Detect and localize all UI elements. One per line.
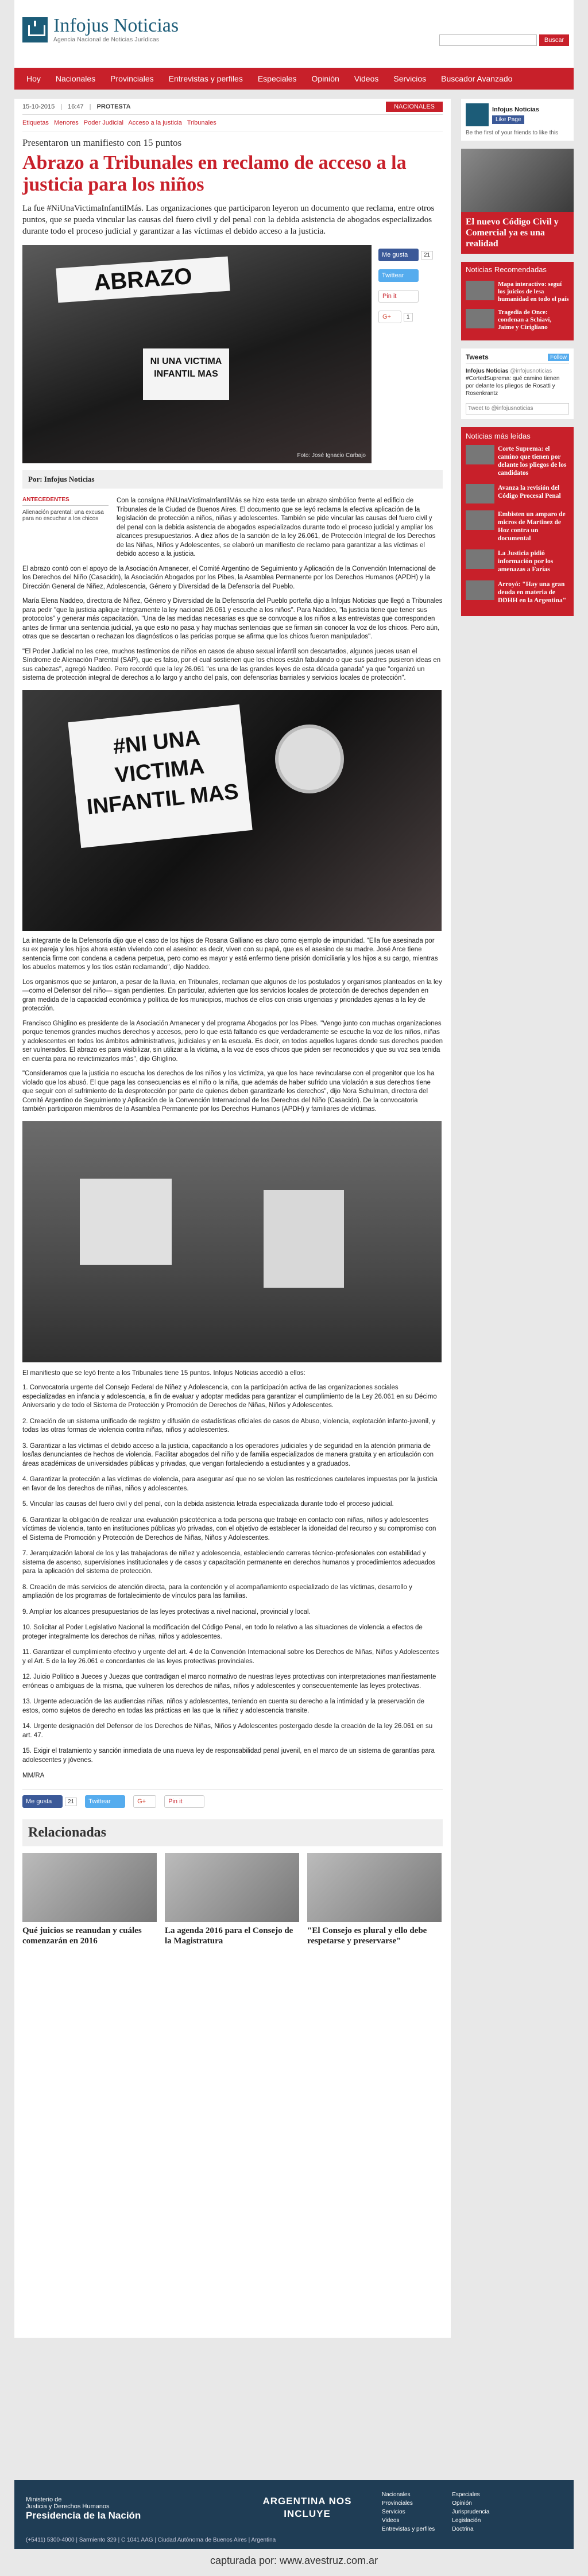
recommended-link[interactable]: Tragedia de Once: condenan a Schiavi, Jaime y Cirigliano [498, 309, 552, 331]
manifesto-point: 4. Garantizar la protección a las víctimas de violencia, para asegurar así que no se violen las restricciones cautelares impuestas por la justicia en favor de los derechos de niñas, niños y adolescentes. [22, 1476, 438, 1492]
breadcrumb-item[interactable]: Poder Judicial [83, 119, 123, 126]
pinterest-button[interactable]: Pin it [164, 1795, 204, 1808]
facebook-count: 21 [421, 251, 433, 259]
most-read-item[interactable] [466, 484, 569, 503]
tweet-compose[interactable]: Tweet to @infojusnoticias [466, 403, 569, 415]
article-date: 15-10-2015 [22, 103, 55, 110]
related-item[interactable] [22, 1853, 157, 1946]
manifesto-point: 14. Urgente designación del Defensor de los Derechos de Niñas, Niños y Adolescentes postergado desde la creación de la ley 26.061 en su art. 47. [22, 1723, 433, 1739]
article-time: 16:47 [68, 103, 84, 110]
nav-entrevistas[interactable]: Entrevistas y perfiles [168, 74, 243, 83]
manifesto-point: 9. Ampliar los alcances presupuestarios de las leyes protectivas a nivel nacional, provincial y local. [22, 1608, 311, 1616]
facebook-widget [461, 99, 574, 141]
search-button[interactable]: Buscar [539, 34, 569, 46]
main-content [14, 99, 451, 2338]
gplus-count: 1 [404, 313, 413, 321]
recommended-box [461, 262, 574, 340]
breadcrumb-item[interactable]: Tribunales [187, 119, 216, 126]
article-headline: Abrazo a Tribunales en reclamo de acceso a la justicia para los niños [22, 152, 407, 195]
facebook-share[interactable] [22, 1795, 77, 1808]
footer-link[interactable]: Legislación [452, 2517, 481, 2524]
article-body [22, 497, 443, 565]
paragraph: Con la consigna #NiUnaVíctimaInfantilMás se hizo esta tarde un abrazo simbólico frente al edificio de Tribunales de la Ciudad de Buenos Aires. El documento que se leyó reclama la efectiva aplicación de la legislación de protección a niños, niñas y adolescentes. También se pide vincular las causas del fuero civil y del penal con la debida asistencia de abogados especializados durante todo el proceso judicial y ampliar los alcances presupuestarios. A diez años de la sanción de la ley 26.061, de Protección Integral de los Derechos de las Niñas, Niños y Adolescentes, se elaboró un manifiesto de reclamo para garantizar a las víctimas el debido acceso a la justicia. [117, 497, 436, 557]
fb-likes-text: Be the first of your friends to like this [466, 130, 559, 136]
main-nav [14, 68, 574, 90]
footer-link[interactable]: Videos [382, 2517, 400, 2524]
manifesto-point: 3. Garantizar a las víctimas el debido acceso a la justicia, capacitando a los operadores judiciales y de seguridad en la atención primaria de los/las denunciantes de hechos de violencia. Facilitar abogados del niño y de familia especializados de manera gratuita y en articulación con áreas académicas de universidades públicas y privadas, que vengan fortaleciendo a estudiantes y a graduados. [22, 1442, 434, 1467]
recommended-title: Noticias Recomendadas [461, 262, 574, 277]
most-read-link[interactable]: La Justicia pidió información por los amenazas a Farías [498, 550, 554, 573]
recommended-link[interactable]: Mapa interactivo: seguí los juicios de lesa humanidad en todo el país [498, 281, 569, 303]
ministry-line: Ministerio de [26, 2496, 62, 2503]
nav-hoy[interactable]: Hoy [26, 74, 41, 83]
article-photo [22, 690, 442, 931]
logo-subtitle: Agencia Nacional de Noticias Jurídicas [53, 37, 160, 43]
site-footer [14, 2480, 574, 2549]
thumbnail[interactable] [466, 309, 494, 328]
photo-sign: #NI UNA VICTIMA INFANTIL MAS [68, 704, 252, 847]
section-badge[interactable]: NACIONALES [386, 102, 443, 112]
most-read-link[interactable]: Embisten un amparo de micros de Martinez de Hoz contra un documental [498, 511, 566, 542]
photo-credit: Foto: José Ignacio Carbajo [297, 452, 366, 459]
footer-link[interactable]: Servicios [382, 2509, 405, 2515]
photo-poster [80, 1179, 172, 1265]
byline: Por: Infojus Noticias [22, 470, 443, 489]
footer-link[interactable]: Entrevistas y perfiles [382, 2526, 435, 2532]
related-list [22, 1853, 443, 1946]
paragraph: El manifiesto que se leyó frente a los Tribunales tiene 15 puntos. Infojus Noticias accedió a ellos: [22, 1369, 305, 1377]
paragraph: "El Poder Judicial no les cree, muchos testimonios de niños en casos de abuso sexual infantil son descartados, algunos jueces usan el Síndrome de Alienación Parental (SAP), que es falso, por el cual sostienen que los chicos están fabulando o que sus padres pusieron ideas en sus cabezas", agregó Naddeo. Pero recordó que la ley 26.061 "es una de las grandes leyes de esta década ganada" ya que "organizó un sistema de protección integral de derechos a lo largo y ancho del país, con defensorías barriales y servicios locales de protección". [22, 648, 441, 681]
antecedentes-box [22, 497, 109, 565]
share-column [378, 245, 442, 463]
most-read-link[interactable]: Arroyó: "Hay una gran deuda en materia de DDHH en la Argentina" [498, 581, 567, 604]
gplus-icon[interactable]: G+ [378, 311, 401, 323]
fb-like-button[interactable]: Like Page [492, 115, 524, 124]
twitter-widget [461, 348, 574, 419]
most-read-item[interactable] [466, 510, 569, 543]
facebook-share[interactable] [378, 249, 442, 261]
related-image[interactable] [165, 1853, 299, 1922]
tweet-handle[interactable]: @infojusnoticias [510, 368, 552, 374]
footer-link[interactable]: Provinciales [382, 2500, 413, 2507]
manifesto-point: 2. Creación de un sistema unificado de registro y difusión de estadísticas oficiales de casos de Abuso, violencia, explotación infanto-juvenil, y todas las otras formas de violencia contra niñas, niños y adolescentes. [22, 1417, 436, 1434]
paragraph: Francisco Ghiglino es presidente de la Asociación Amanecer y del programa Abogados por los Pibes. "Vengo junto con muchas organizaciones porque tenemos grandes muchos derechos y accesos, pero lo que está faltando es que verdaderamente se escuche la voz de los niños, niñas y adolescentes en todos los ámbitos administrativos, judiciales y en la escuela. Es decir, en todos aquellos lugares donde sus derechos pueden ser vulnerados. El abrazo es para visibilizar, sin utilizar a la víctima, a la voz de esos chicos que piden ser reconocidos y que su voz sea tenida en cuenta para no revictimizarlos más", dijo Ghiglino. [22, 1020, 443, 1063]
article-photo [22, 1121, 442, 1362]
antecedentes-link[interactable]: Alienación parental: una excusa para no escuchar a los chicos [22, 509, 104, 522]
paragraph: La integrante de la Defensoría dijo que el caso de los hijos de Rosana Galliano es claro como ejemplo de impunidad. "Ella fue asesinada por su ex pareja y los hijos ahora están viviendo con el asesino: es decir, viven con su papá, que es el asesino de su madre. José Arce tiene sentencia firme con condena a cadena perpetua, pero como es mayor y está enfermo tiene prisión domiciliaria y los hijos a su cargo, mientras los abuelos maternos y los tíos están reclamando", dijo Naddeo. [22, 937, 438, 971]
manifesto-point: 12. Juicio Político a Jueces y Juezas que contradigan el marco normativo de nuestras leyes protectivas con interpretaciones manifiestamente erróneas o ambiguas de la misma, que vulneren los derechos de niñas, niños y adolescentes y consecuentemente las leyes protectivas. [22, 1674, 436, 1690]
footer-address: (+5411) 5300-4000 | Sarmiento 329 | C 1041 AAG | Ciudad Autónoma de Buenos Aires | Argentina [26, 2537, 276, 2543]
nav-videos[interactable]: Videos [354, 74, 379, 83]
most-read-title: Noticias más leídas [466, 432, 531, 440]
related-title-link[interactable]: Qué juicios se reanudan y cuáles comenzarán en 2016 [22, 1926, 142, 1946]
related-title-link[interactable]: "El Consejo es plural y ello debe respetarse y preservarse" [307, 1926, 427, 1946]
nav-especiales[interactable]: Especiales [257, 74, 297, 83]
manifesto-point: 11. Garantizar el cumplimiento efectivo y urgente del art. 4 de la Convención Internacional sobre los Derechos de Niñas, Niños y Adolescentes y el Art. 5 de la ley 26.061 e concordantes de las leyes protectivas provinciales. [22, 1649, 439, 1665]
article-section: PROTESTA [96, 103, 131, 110]
antecedentes-title: ANTECEDENTES [22, 497, 109, 506]
paragraph: María Elena Naddeo, directora de Niñez, Género y Diversidad de la Defensoría del Pueblo porteña dijo a Infojus Noticias que llegó a Tribunales para pedir "que la justicia aplique íntegramente la ley nacional 26.061 y escuche a los niños". Para Naddeo, "la justicia tiene que tener sus protocolos" y generar más capacitación. "Una de las medidas necesarias es que se convoque a los niños a las entrevistas que corresponden antes de firmar una sentencia judicial, ya que esto no pasa y hay muchas sentencias que se firman sin conocer la voz de los chicos. Pero aún, otras que se descartan o rechazan los diagnósticos o las pericias porque se afirma que los chicos fueron manipulados". [22, 598, 443, 640]
photo-banner: ABRAZO [56, 257, 230, 303]
most-read-item[interactable] [466, 445, 569, 477]
related-title-link[interactable]: La agenda 2016 para el Consejo de la Magistratura [165, 1926, 293, 1946]
ministry-line: Presidencia de la Nación [26, 2510, 141, 2521]
breadcrumb [22, 115, 443, 131]
facebook-like-button[interactable]: Me gusta [378, 249, 419, 261]
tweet-text: #CortedSuprema: qué camino tienen por delante los pliegos de Rosatti y Rosenkrantz [466, 375, 560, 397]
manifesto-point: 1. Convocatoria urgente del Consejo Federal de Niñez y Adolescencia, con la participación activa de las organizaciones sociales especializadas en infancia y adolescencia, a fin de evaluar y adoptar medidas para garantizar el cumplimiento de la Ley 26.061 en su Décimo Aniversario y de todo el Sistema de Protección y Promoción de Derechos de Niñas, Niños y Adolescentes. [22, 1384, 437, 1409]
thumbnail[interactable] [466, 510, 494, 530]
thumbnail[interactable] [466, 484, 494, 503]
manifesto-point: 5. Vincular las causas del fuero civil y del penal, con la debida asistencia letrada especializada durante todo el proceso judicial. [22, 1501, 394, 1508]
most-read-link[interactable]: Corte Suprema: el camino que tienen por delante los pliegos de los candidatos [498, 446, 567, 477]
slogan: ARGENTINA NOS INCLUYE [262, 2496, 352, 2519]
tweets-title: Tweets [466, 353, 489, 361]
search-input[interactable] [439, 34, 537, 46]
thumbnail[interactable] [466, 580, 494, 600]
related-item[interactable] [165, 1853, 299, 1946]
badge-pin [275, 725, 344, 793]
footer-links [382, 2490, 505, 2534]
footer-link[interactable]: Jurisprudencia [452, 2509, 490, 2515]
photo-row [22, 245, 443, 463]
feature-image[interactable] [461, 149, 574, 212]
manifesto-point: 13. Urgente adecuación de las audiencias niñas, niños y adolescentes, teniendo en cuenta su derecho a la intimidad y la preservación de estos, como sujetos de derecho en todas las prácticas en las que la niñez y adolescencia transite. [22, 1698, 425, 1714]
feature-box[interactable] [461, 149, 574, 254]
most-read-item[interactable] [466, 549, 569, 574]
paragraph: Los organismos que se juntaron, a pesar de la lluvia, en Tribunales, reclaman que algunos de los postulados y organismos planteados en la ley —como el Defensor del niño— sigan pendientes. En particular, advierten que los servicios locales de protección de derechos dependen en gran medida de la capacidad económica y política de los municipios, muchos de ellos con crisis urgencias y prioridades ajenas a la ley de protección. [22, 978, 442, 1012]
captured-by: capturada por: www.avestruz.com.ar [210, 2555, 378, 2566]
search-bar [439, 34, 569, 46]
nav-buscador[interactable]: Buscador Avanzado [441, 74, 513, 83]
most-read-box [461, 427, 574, 616]
manifesto-points [22, 1384, 443, 1765]
footer-link[interactable]: Nacionales [382, 2492, 411, 2498]
tweet [466, 367, 569, 397]
page-avatar[interactable] [466, 103, 489, 126]
logo-title: Infojus Noticias [53, 15, 179, 36]
nav-nacionales[interactable]: Nacionales [55, 74, 96, 83]
related-image[interactable] [307, 1853, 442, 1922]
thumbnail[interactable] [466, 549, 494, 569]
manifesto-point: 15. Exigir el tratamiento y sanción inmediata de una nueva ley de responsabilidad penal juvenil, en el marco de un sistema de garantías para adolescentes y jóvenes. [22, 1748, 435, 1764]
gplus-icon[interactable]: G+ [133, 1795, 156, 1808]
gplus-share[interactable] [378, 311, 442, 323]
separator: | [89, 103, 91, 110]
paragraph: El abrazo contó con el apoyo de la Asociación Amanecer, el Comité Argentino de Seguimiento y Aplicación de la Convención Internacional de los Derechos del Niño (Casacidn), la Asociación Abogados por los Pibes, la Asamblea Permanente por los Derechos Humanos (APDH) y la Dirección General de Niñez, Adolescencia, Género y Diversidad de la Defensoría del Pueblo. [22, 565, 436, 590]
footer-link[interactable]: Opinión [452, 2500, 472, 2507]
thumbnail[interactable] [466, 281, 494, 300]
tweet-user[interactable]: Infojus Noticias [466, 368, 509, 374]
recommended-item[interactable] [466, 309, 569, 331]
site-header [14, 0, 574, 68]
twitter-button[interactable]: Twittear [85, 1795, 125, 1808]
share-bottom [22, 1789, 443, 1808]
logo-icon [22, 17, 48, 42]
nav-servicios[interactable]: Servicios [393, 74, 427, 83]
facebook-count: 21 [65, 1798, 77, 1806]
ministry-logo[interactable] [26, 2496, 141, 2521]
twitter-button[interactable]: Twittear [378, 269, 419, 282]
article-lead: La fue #NiUnaVictimaInfantilMás. Las organizaciones que participaron leyeron un documento que reclama, entre otros puntos, que se pueda vincular las causas del fuero civil y del penal con la debida asistencia de abogados especializados durante todo el proceso judicial y garantizar a las víctimas el debido acceso a la justicia. [22, 204, 435, 236]
most-read-link[interactable]: Avanza la revisión del Código Procesal Penal [498, 485, 561, 499]
recommended-item[interactable] [466, 281, 569, 303]
sidebar [461, 99, 574, 616]
related-item[interactable] [307, 1853, 442, 1946]
photo-poster [264, 1190, 344, 1288]
breadcrumb-item[interactable]: Acceso a la justicia [128, 119, 182, 126]
manifesto-point: 8. Creación de más servicios de atención directa, para la contención y el acompañamiento especializado de las víctimas, desarrollo y ampliación de los programas de fortalecimiento de vínculos para las familias. [22, 1583, 412, 1599]
manifesto-point: 6. Garantizar la obligación de realizar una evaluación psicotécnica a toda persona que trabaje en contacto con niñas, niños y adolescentes víctimas de violencia, tanto en instituciones públicas y/o privadas, con el objetivo de establecer la idoneidad del recurso y su compromiso con el Sistema de Promoción y Protección de Derechos de Niñas, Niños y Adolescentes. [22, 1516, 436, 1541]
feature-title[interactable]: El nuevo Código Civil y Comercial ya es una realidad [461, 212, 574, 254]
manifesto-point: 10. Solicitar al Poder Legislativo Nacional la modificación del Código Penal, en todo lo relativo a las situaciones de violencia a efectos de proteger integralmente los derechos de niñas, niños y adolescentes. [22, 1624, 423, 1640]
separator: | [60, 103, 63, 110]
breadcrumb-item[interactable]: Menores [53, 119, 79, 126]
ministry-line: Justicia y Derechos Humanos [26, 2503, 110, 2510]
paragraph: "Consideramos que la justicia no escucha los derechos de los niños y los victimiza, ya que los hace revincularse con el progenitor que los ha violado que los abusó. El que paga las consecuencias es el niño o la niña, que además de haber sufrido una violación a sus derechos tiene que seguir con el sufrimiento de la desprotección por parte de quienes deben garantizarle los derechos", dijo Nora Schulman, directora del Comité Argentino de Seguimiento y Aplicación de la Convención Internacional de los Derechos del Niño (Casacidn). De la convocatoria también participaron miembros de la Asamblea Permanente por los Derechos Humanos (APDH) y familiares de víctimas. [22, 1070, 435, 1113]
signature: MM/RA [22, 1772, 45, 1779]
article-kicker: Presentaron un manifiesto con 15 puntos [22, 137, 182, 148]
article-meta [22, 99, 443, 115]
footer-link[interactable]: Doctrina [452, 2526, 474, 2532]
thumbnail[interactable] [466, 445, 494, 464]
article-photo [22, 245, 372, 463]
footer-link[interactable]: Especiales [452, 2492, 480, 2498]
related-image[interactable] [22, 1853, 157, 1922]
nav-provinciales[interactable]: Provinciales [110, 74, 154, 83]
pinterest-button[interactable]: Pin it [378, 290, 419, 303]
manifesto-point: 7. Jerarquización laboral de los y las trabajadoras de niñez y adolescencia, estableciendo carreras técnico-profesionales con estabilidad y sistema de ascenso, supervisiones institucionales y de casos y capacitación permanente en derechos humanos y procedimientos adecuados para la aplicación del sistema de protección. [22, 1550, 436, 1575]
related-title: Relacionadas [22, 1819, 443, 1846]
facebook-like-button[interactable]: Me gusta [22, 1795, 63, 1808]
twitter-follow-button[interactable]: Follow [548, 354, 569, 361]
most-read-item[interactable] [466, 580, 569, 605]
site-logo[interactable] [22, 16, 179, 43]
article-text-top [117, 497, 443, 565]
nav-opinion[interactable]: Opinión [311, 74, 339, 83]
fb-page-name[interactable]: Infojus Noticias [492, 106, 539, 113]
photo-sign: NI UNA VICTIMA INFANTIL MAS [143, 348, 229, 400]
breadcrumb-item[interactable]: Etiquetas [22, 119, 49, 126]
